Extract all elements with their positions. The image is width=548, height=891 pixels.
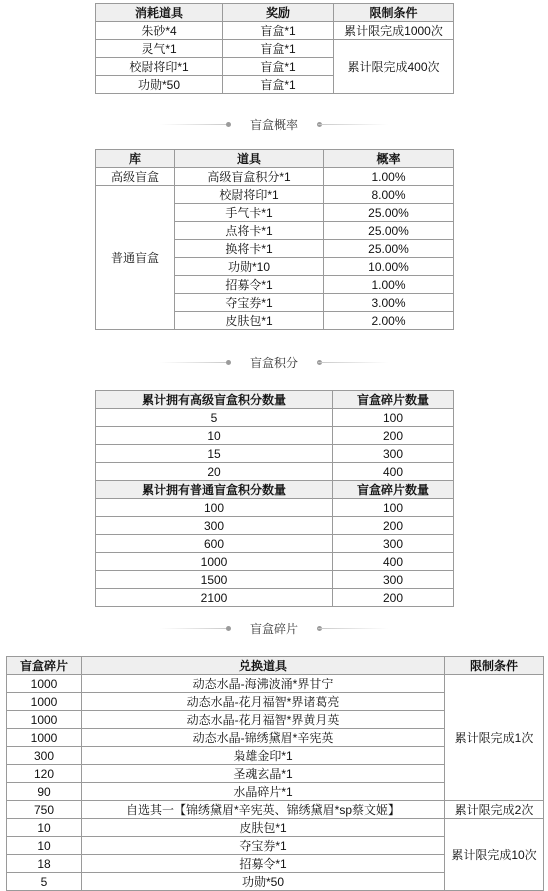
table-row (7, 819, 544, 837)
section-heading-fragments (0, 621, 548, 637)
points-cell: 600 (96, 535, 333, 553)
points-cell: 2100 (96, 589, 333, 607)
col-header-item: 道具 (175, 150, 324, 168)
item-cell: 皮肤包*1 (175, 312, 324, 330)
col-header-item: 消耗道具 (96, 4, 223, 22)
fragment-exchange-table (6, 656, 544, 891)
col-header-fragments: 盲盒碎片数量 (333, 481, 454, 499)
consume-reward-table (95, 3, 454, 94)
divider-left (160, 124, 230, 125)
fragment-cell: 300 (333, 535, 454, 553)
section-heading-points (0, 355, 548, 371)
table-row (96, 186, 454, 204)
cost-cell: 10 (7, 837, 82, 855)
rate-cell: 1.00% (324, 276, 454, 294)
points-cell: 1500 (96, 571, 333, 589)
rate-cell: 25.00% (324, 240, 454, 258)
item-cell: 动态水晶-海沸波涌*界甘宁 (82, 675, 445, 693)
section-title: 盲盒积分 (249, 356, 298, 370)
points-cell: 20 (96, 463, 333, 481)
points-cell: 15 (96, 445, 333, 463)
probability-table (95, 149, 454, 330)
col-header-normal-points: 累计拥有普通盲盒积分数量 (96, 481, 333, 499)
limit-cell: 累计限完成400次 (334, 40, 454, 94)
item-cell: 校尉将印*1 (96, 58, 223, 76)
table-row (96, 535, 454, 553)
cost-cell: 10 (7, 819, 82, 837)
table-row (96, 168, 454, 186)
item-cell: 夺宝券*1 (175, 294, 324, 312)
cost-cell: 1000 (7, 729, 82, 747)
item-cell: 招募令*1 (175, 276, 324, 294)
table-row (7, 675, 544, 693)
fragment-cell: 400 (333, 463, 454, 481)
item-cell: 功勋*50 (96, 76, 223, 94)
cost-cell: 1000 (7, 675, 82, 693)
table-row (96, 517, 454, 535)
cost-cell: 300 (7, 747, 82, 765)
cost-cell: 1000 (7, 693, 82, 711)
item-cell: 招募令*1 (82, 855, 445, 873)
divider-right (318, 628, 388, 629)
table-row (96, 589, 454, 607)
limit-cell: 累计限完成2次 (445, 801, 544, 819)
item-cell: 动态水晶-花月福智*界黄月英 (82, 711, 445, 729)
item-cell: 皮肤包*1 (82, 819, 445, 837)
table-row (96, 445, 454, 463)
library-cell: 普通盲盒 (96, 186, 175, 330)
col-header-item: 兑换道具 (82, 657, 445, 675)
reward-cell: 盲盒*1 (223, 76, 334, 94)
table-row (96, 22, 454, 40)
item-cell: 自选其一【锦绣黛眉*辛宪英、锦绣黛眉*sp蔡文姬】 (82, 801, 445, 819)
item-cell: 灵气*1 (96, 40, 223, 58)
fragment-cell: 100 (333, 499, 454, 517)
reward-cell: 盲盒*1 (223, 40, 334, 58)
rate-cell: 8.00% (324, 186, 454, 204)
cost-cell: 750 (7, 801, 82, 819)
col-header-library: 库 (96, 150, 175, 168)
item-cell: 功勋*50 (82, 873, 445, 891)
item-cell: 动态水晶-花月福智*界诸葛亮 (82, 693, 445, 711)
limit-cell: 累计限完成1次 (445, 675, 544, 801)
divider-dot-left (226, 360, 231, 365)
fragment-cell: 200 (333, 589, 454, 607)
cost-cell: 90 (7, 783, 82, 801)
divider-right (318, 124, 388, 125)
section-title: 盲盒概率 (249, 118, 298, 132)
col-header-cost: 盲盒碎片 (7, 657, 82, 675)
table-row (96, 553, 454, 571)
table-row (96, 499, 454, 517)
col-header-reward: 奖励 (223, 4, 334, 22)
col-header-fragments: 盲盒碎片数量 (333, 391, 454, 409)
item-cell: 功勋*10 (175, 258, 324, 276)
divider-dot-left (226, 626, 231, 631)
item-cell: 圣魂玄晶*1 (82, 765, 445, 783)
points-cell: 300 (96, 517, 333, 535)
item-cell: 校尉将印*1 (175, 186, 324, 204)
cost-cell: 5 (7, 873, 82, 891)
rate-cell: 2.00% (324, 312, 454, 330)
rate-cell: 3.00% (324, 294, 454, 312)
item-cell: 动态水晶-锦绣黛眉*辛宪英 (82, 729, 445, 747)
fragment-cell: 100 (333, 409, 454, 427)
divider-left (160, 362, 230, 363)
item-cell: 枭雄金印*1 (82, 747, 445, 765)
reward-cell: 盲盒*1 (223, 58, 334, 76)
table-row (96, 40, 454, 58)
table-row (7, 801, 544, 819)
points-cell: 5 (96, 409, 333, 427)
item-cell: 换将卡*1 (175, 240, 324, 258)
col-header-high-points: 累计拥有高级盲盒积分数量 (96, 391, 333, 409)
rate-cell: 1.00% (324, 168, 454, 186)
section-heading-probability (0, 117, 548, 133)
library-cell: 高级盲盒 (96, 168, 175, 186)
table-row (96, 409, 454, 427)
item-cell: 水晶碎片*1 (82, 783, 445, 801)
points-cell: 10 (96, 427, 333, 445)
col-header-rate: 概率 (324, 150, 454, 168)
points-cell: 1000 (96, 553, 333, 571)
reward-cell: 盲盒*1 (223, 22, 334, 40)
col-header-limit: 限制条件 (334, 4, 454, 22)
item-cell: 高级盲盒积分*1 (175, 168, 324, 186)
col-header-limit: 限制条件 (445, 657, 544, 675)
item-cell: 手气卡*1 (175, 204, 324, 222)
fragment-cell: 200 (333, 427, 454, 445)
points-table (95, 390, 454, 607)
rate-cell: 25.00% (324, 222, 454, 240)
divider-right (318, 362, 388, 363)
cost-cell: 18 (7, 855, 82, 873)
table-row (96, 463, 454, 481)
item-cell: 点将卡*1 (175, 222, 324, 240)
rate-cell: 25.00% (324, 204, 454, 222)
points-cell: 100 (96, 499, 333, 517)
table-row (96, 571, 454, 589)
limit-cell: 累计限完成10次 (445, 819, 544, 891)
fragment-cell: 400 (333, 553, 454, 571)
table-row (96, 427, 454, 445)
cost-cell: 120 (7, 765, 82, 783)
fragment-cell: 300 (333, 445, 454, 463)
divider-left (160, 628, 230, 629)
cost-cell: 1000 (7, 711, 82, 729)
divider-dot-left (226, 122, 231, 127)
limit-cell: 累计限完成1000次 (334, 22, 454, 40)
fragment-cell: 200 (333, 517, 454, 535)
fragment-cell: 300 (333, 571, 454, 589)
item-cell: 夺宝券*1 (82, 837, 445, 855)
item-cell: 朱砂*4 (96, 22, 223, 40)
rate-cell: 10.00% (324, 258, 454, 276)
section-title: 盲盒碎片 (249, 622, 298, 636)
